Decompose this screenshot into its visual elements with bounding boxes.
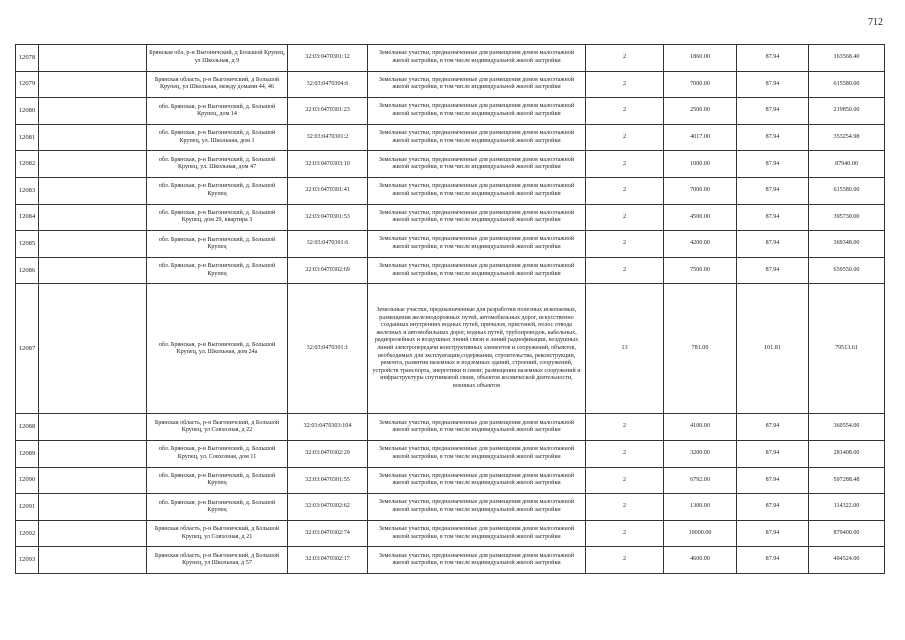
area-cell: 3200.00 bbox=[664, 440, 737, 467]
area-cell: 1860.00 bbox=[664, 45, 737, 72]
cadastral-value-cell: 79513.61 bbox=[809, 284, 885, 414]
table-row bbox=[16, 520, 885, 547]
empty-cell bbox=[39, 231, 147, 258]
cadastral-number-cell: 32:03:0470302:17 bbox=[288, 547, 368, 574]
group-cell: 13 bbox=[586, 284, 664, 414]
row-number: 12091 bbox=[16, 494, 39, 521]
row-number: 12080 bbox=[16, 98, 39, 125]
address-cell: обл. Брянская, р-н Выгоничский, д. Большой Крупец bbox=[147, 467, 288, 494]
group-cell: 2 bbox=[586, 45, 664, 72]
empty-cell bbox=[39, 124, 147, 151]
table-row bbox=[16, 98, 885, 125]
land-use-cell: Земельные участки, предназначенные для размещения домов малоэтажной жилой застройки, в том числе индивидуальной жилой застройки bbox=[368, 177, 586, 204]
group-cell: 2 bbox=[586, 98, 664, 125]
cadastral-value-cell: 353254.98 bbox=[809, 124, 885, 151]
rate-cell: 87.94 bbox=[737, 124, 809, 151]
area-cell: 7000.00 bbox=[664, 71, 737, 98]
group-cell: 2 bbox=[586, 414, 664, 441]
empty-cell bbox=[39, 494, 147, 521]
cadastral-value-cell: 369348.00 bbox=[809, 231, 885, 258]
cadastral-number-cell: 32:03:0470302:29 bbox=[288, 440, 368, 467]
row-number: 12090 bbox=[16, 467, 39, 494]
group-cell: 2 bbox=[586, 177, 664, 204]
address-cell: обл. Брянская, р-н Выгоничский, д. Большой Крупец, ул. Школьная, дом 47 bbox=[147, 151, 288, 178]
land-use-cell: Земельные участки, предназначенные для разработки полезных ископаемых, размещения железнодорожных путей, автомобильных дорог, искусственно созданных внутренних водных путей, причалов, пристаней, полос отвода железных и автомобильных дорог, водных путей, трубопроводов, кабельных, радиорелейных и воздушных линий связи и линий радиофикации, воздушных линий электропередачи конструктивных элементов и сооружений, объектов, необходимых для эксплуатации,содержания, строительства, реконструкции, ремонта, развития наземных и подземных зданий, строений, сооружений, устройств транспорта, энергетики и связи; размещения наземных сооружений и инфраструктуры спутниковой связи, объектов космической деятельности, военных объектов bbox=[368, 284, 586, 414]
rate-cell: 87.94 bbox=[737, 45, 809, 72]
table-row bbox=[16, 124, 885, 151]
row-number: 12084 bbox=[16, 204, 39, 231]
area-cell: 4200.00 bbox=[664, 231, 737, 258]
table-row bbox=[16, 257, 885, 284]
rate-cell: 87.94 bbox=[737, 98, 809, 125]
cadastral-value-cell: 615580.00 bbox=[809, 177, 885, 204]
row-number: 12089 bbox=[16, 440, 39, 467]
rate-cell: 87.94 bbox=[737, 151, 809, 178]
cadastral-value-cell: 395730.00 bbox=[809, 204, 885, 231]
address-cell: Брянская область, р-н Выгоничский, д Большой Крупец, ул Совхозная, д 21 bbox=[147, 520, 288, 547]
group-cell: 2 bbox=[586, 467, 664, 494]
area-cell: 4017.00 bbox=[664, 124, 737, 151]
group-cell: 2 bbox=[586, 151, 664, 178]
empty-cell bbox=[39, 177, 147, 204]
address-cell: обл. Брянская, р-н Выгоничский, д. Большой Крупец, ул. Школьная, дом 24а bbox=[147, 284, 288, 414]
rate-cell: 87.94 bbox=[737, 440, 809, 467]
cadastral-value-cell: 281408.00 bbox=[809, 440, 885, 467]
group-cell: 2 bbox=[586, 204, 664, 231]
cadastral-value-cell: 360554.00 bbox=[809, 414, 885, 441]
cadastral-number-cell: 32:03:0470302:62 bbox=[288, 494, 368, 521]
area-cell: 6792.00 bbox=[664, 467, 737, 494]
row-number: 12085 bbox=[16, 231, 39, 258]
row-number: 12083 bbox=[16, 177, 39, 204]
row-number: 12079 bbox=[16, 71, 39, 98]
area-cell: 7500.00 bbox=[664, 257, 737, 284]
cadastral-number-cell: 32:03:0470302:69 bbox=[288, 257, 368, 284]
table-row bbox=[16, 284, 885, 414]
land-use-cell: Земельные участки, предназначенные для размещения домов малоэтажной жилой застройки, в том числе индивидуальной жилой застройки bbox=[368, 71, 586, 98]
rate-cell: 87.94 bbox=[737, 231, 809, 258]
land-use-cell: Земельные участки, предназначенные для размещения домов малоэтажной жилой застройки, в том числе индивидуальной жилой застройки bbox=[368, 124, 586, 151]
cadastral-value-table bbox=[15, 44, 885, 574]
group-cell: 2 bbox=[586, 124, 664, 151]
cadastral-number-cell: 32:03:0470303:104 bbox=[288, 414, 368, 441]
rate-cell: 87.94 bbox=[737, 414, 809, 441]
row-number: 12081 bbox=[16, 124, 39, 151]
empty-cell bbox=[39, 467, 147, 494]
cadastral-value-cell: 879400.00 bbox=[809, 520, 885, 547]
table-row bbox=[16, 45, 885, 72]
cadastral-number-cell: 32:03:0470301:1 bbox=[288, 284, 368, 414]
address-cell: обл. Брянская, р-н Выгоничский, д. Большой Крупец, дом 29, квартира 3 bbox=[147, 204, 288, 231]
area-cell: 4500.00 bbox=[664, 204, 737, 231]
table-row bbox=[16, 494, 885, 521]
cadastral-number-cell: 32:03:0470301:23 bbox=[288, 98, 368, 125]
address-cell: обл. Брянская, р-н Выгоничский, д. Большой Крупец, ул. Совхозная, дом 11 bbox=[147, 440, 288, 467]
cadastral-value-cell: 615580.00 bbox=[809, 71, 885, 98]
empty-cell bbox=[39, 71, 147, 98]
address-cell: Брянская обл, р-н Выгоничский, д Большой Крупец, ул Школьная, д 9 bbox=[147, 45, 288, 72]
table-row bbox=[16, 547, 885, 574]
cadastral-number-cell: 32:03:0470304:6 bbox=[288, 71, 368, 98]
area-cell: 781.00 bbox=[664, 284, 737, 414]
empty-cell bbox=[39, 440, 147, 467]
rate-cell: 87.94 bbox=[737, 71, 809, 98]
land-use-cell: Земельные участки, предназначенные для размещения домов малоэтажной жилой застройки, в том числе индивидуальной жилой застройки bbox=[368, 520, 586, 547]
area-cell: 10000.00 bbox=[664, 520, 737, 547]
empty-cell bbox=[39, 204, 147, 231]
land-use-cell: Земельные участки, предназначенные для размещения домов малоэтажной жилой застройки, в том числе индивидуальной жилой застройки bbox=[368, 440, 586, 467]
area-cell: 1000.00 bbox=[664, 151, 737, 178]
address-cell: обл. Брянская, р-н Выгоничский, д. Большой Крупец bbox=[147, 177, 288, 204]
land-use-cell: Земельные участки, предназначенные для размещения домов малоэтажной жилой застройки, в том числе индивидуальной жилой застройки bbox=[368, 151, 586, 178]
empty-cell bbox=[39, 98, 147, 125]
cadastral-value-cell: 404524.00 bbox=[809, 547, 885, 574]
row-number: 12087 bbox=[16, 284, 39, 414]
row-number: 12093 bbox=[16, 547, 39, 574]
address-cell: Брянская область, р-н Выгоничский, д Большой Крупец, ул Школьная, д 57 bbox=[147, 547, 288, 574]
table-row bbox=[16, 204, 885, 231]
rate-cell: 87.94 bbox=[737, 520, 809, 547]
cadastral-value-cell: 114322.00 bbox=[809, 494, 885, 521]
land-use-cell: Земельные участки, предназначенные для размещения домов малоэтажной жилой застройки, в том числе индивидуальной жилой застройки bbox=[368, 547, 586, 574]
cadastral-number-cell: 32:03:0470301:53 bbox=[288, 204, 368, 231]
row-number: 12086 bbox=[16, 257, 39, 284]
table-row bbox=[16, 177, 885, 204]
cadastral-number-cell: 32:03:0470301:12 bbox=[288, 45, 368, 72]
empty-cell bbox=[39, 45, 147, 72]
land-use-cell: Земельные участки, предназначенные для размещения домов малоэтажной жилой застройки, в том числе индивидуальной жилой застройки bbox=[368, 467, 586, 494]
empty-cell bbox=[39, 547, 147, 574]
row-number: 12078 bbox=[16, 45, 39, 72]
empty-cell bbox=[39, 151, 147, 178]
empty-cell bbox=[39, 257, 147, 284]
address-cell: обл. Брянская, р-н Выгоничский, д. Большой Крупец bbox=[147, 494, 288, 521]
address-cell: обл. Брянская, р-н Выгоничский, д. Большой Крупец, дом 14 bbox=[147, 98, 288, 125]
empty-cell bbox=[39, 284, 147, 414]
rate-cell: 87.94 bbox=[737, 494, 809, 521]
area-cell: 2500.00 bbox=[664, 98, 737, 125]
address-cell: Брянская область, р-н Выгоничский, д Большой Крупец, ул Совхозная, д 22 bbox=[147, 414, 288, 441]
land-use-cell: Земельные участки, предназначенные для размещения домов малоэтажной жилой застройки, в том числе индивидуальной жилой застройки bbox=[368, 204, 586, 231]
land-use-cell: Земельные участки, предназначенные для размещения домов малоэтажной жилой застройки, в том числе индивидуальной жилой застройки bbox=[368, 45, 586, 72]
table-row bbox=[16, 231, 885, 258]
cadastral-number-cell: 32:03:0470303:10 bbox=[288, 151, 368, 178]
cadastral-value-cell: 87940.00 bbox=[809, 151, 885, 178]
group-cell: 2 bbox=[586, 257, 664, 284]
land-use-cell: Земельные участки, предназначенные для размещения домов малоэтажной жилой застройки, в том числе индивидуальной жилой застройки bbox=[368, 98, 586, 125]
table-row bbox=[16, 151, 885, 178]
table-row bbox=[16, 467, 885, 494]
table-row bbox=[16, 414, 885, 441]
area-cell: 7000.00 bbox=[664, 177, 737, 204]
cadastral-value-cell: 659550.00 bbox=[809, 257, 885, 284]
land-use-cell: Земельные участки, предназначенные для размещения домов малоэтажной жилой застройки, в том числе индивидуальной жилой застройки bbox=[368, 494, 586, 521]
group-cell: 2 bbox=[586, 520, 664, 547]
rate-cell: 87.94 bbox=[737, 257, 809, 284]
group-cell: 2 bbox=[586, 547, 664, 574]
address-cell: обл. Брянская, р-н Выгоничский, д. Большой Крупец bbox=[147, 257, 288, 284]
table-row bbox=[16, 71, 885, 98]
rate-cell: 101.81 bbox=[737, 284, 809, 414]
cadastral-value-cell: 597288.48 bbox=[809, 467, 885, 494]
land-use-cell: Земельные участки, предназначенные для размещения домов малоэтажной жилой застройки, в том числе индивидуальной жилой застройки bbox=[368, 231, 586, 258]
area-cell: 4100.00 bbox=[664, 414, 737, 441]
area-cell: 1300.00 bbox=[664, 494, 737, 521]
group-cell: 2 bbox=[586, 494, 664, 521]
land-use-cell: Земельные участки, предназначенные для размещения домов малоэтажной жилой застройки, в том числе индивидуальной жилой застройки bbox=[368, 257, 586, 284]
cadastral-number-cell: 32:03:0470301:55 bbox=[288, 467, 368, 494]
row-number: 12082 bbox=[16, 151, 39, 178]
cadastral-number-cell: 32:03:0470301:2 bbox=[288, 124, 368, 151]
page-number: 712 bbox=[868, 17, 883, 28]
cadastral-value-cell: 163568.40 bbox=[809, 45, 885, 72]
row-number: 12088 bbox=[16, 414, 39, 441]
cadastral-number-cell: 32:03:0470301:41 bbox=[288, 177, 368, 204]
empty-cell bbox=[39, 414, 147, 441]
table-body bbox=[16, 45, 885, 574]
rate-cell: 87.94 bbox=[737, 467, 809, 494]
group-cell: 2 bbox=[586, 440, 664, 467]
cadastral-value-cell: 219850.00 bbox=[809, 98, 885, 125]
area-cell: 4600.00 bbox=[664, 547, 737, 574]
group-cell: 2 bbox=[586, 71, 664, 98]
address-cell: Брянская область, р-н Выгоничский, д Большой Крупец, ул Школьная, между домами 44, 46 bbox=[147, 71, 288, 98]
rate-cell: 87.94 bbox=[737, 177, 809, 204]
table-row bbox=[16, 440, 885, 467]
empty-cell bbox=[39, 520, 147, 547]
cadastral-number-cell: 32:03:0470302:74 bbox=[288, 520, 368, 547]
group-cell: 2 bbox=[586, 231, 664, 258]
rate-cell: 87.94 bbox=[737, 547, 809, 574]
row-number: 12092 bbox=[16, 520, 39, 547]
address-cell: обл. Брянская, р-н Выгоничский, д. Большой Крупец, ул. Школьная, дом 1 bbox=[147, 124, 288, 151]
cadastral-number-cell: 32:03:0470301:6 bbox=[288, 231, 368, 258]
address-cell: обл. Брянская, р-н Выгоничский, д. Большой Крупец bbox=[147, 231, 288, 258]
land-use-cell: Земельные участки, предназначенные для размещения домов малоэтажной жилой застройки, в том числе индивидуальной жилой застройки bbox=[368, 414, 586, 441]
rate-cell: 87.94 bbox=[737, 204, 809, 231]
